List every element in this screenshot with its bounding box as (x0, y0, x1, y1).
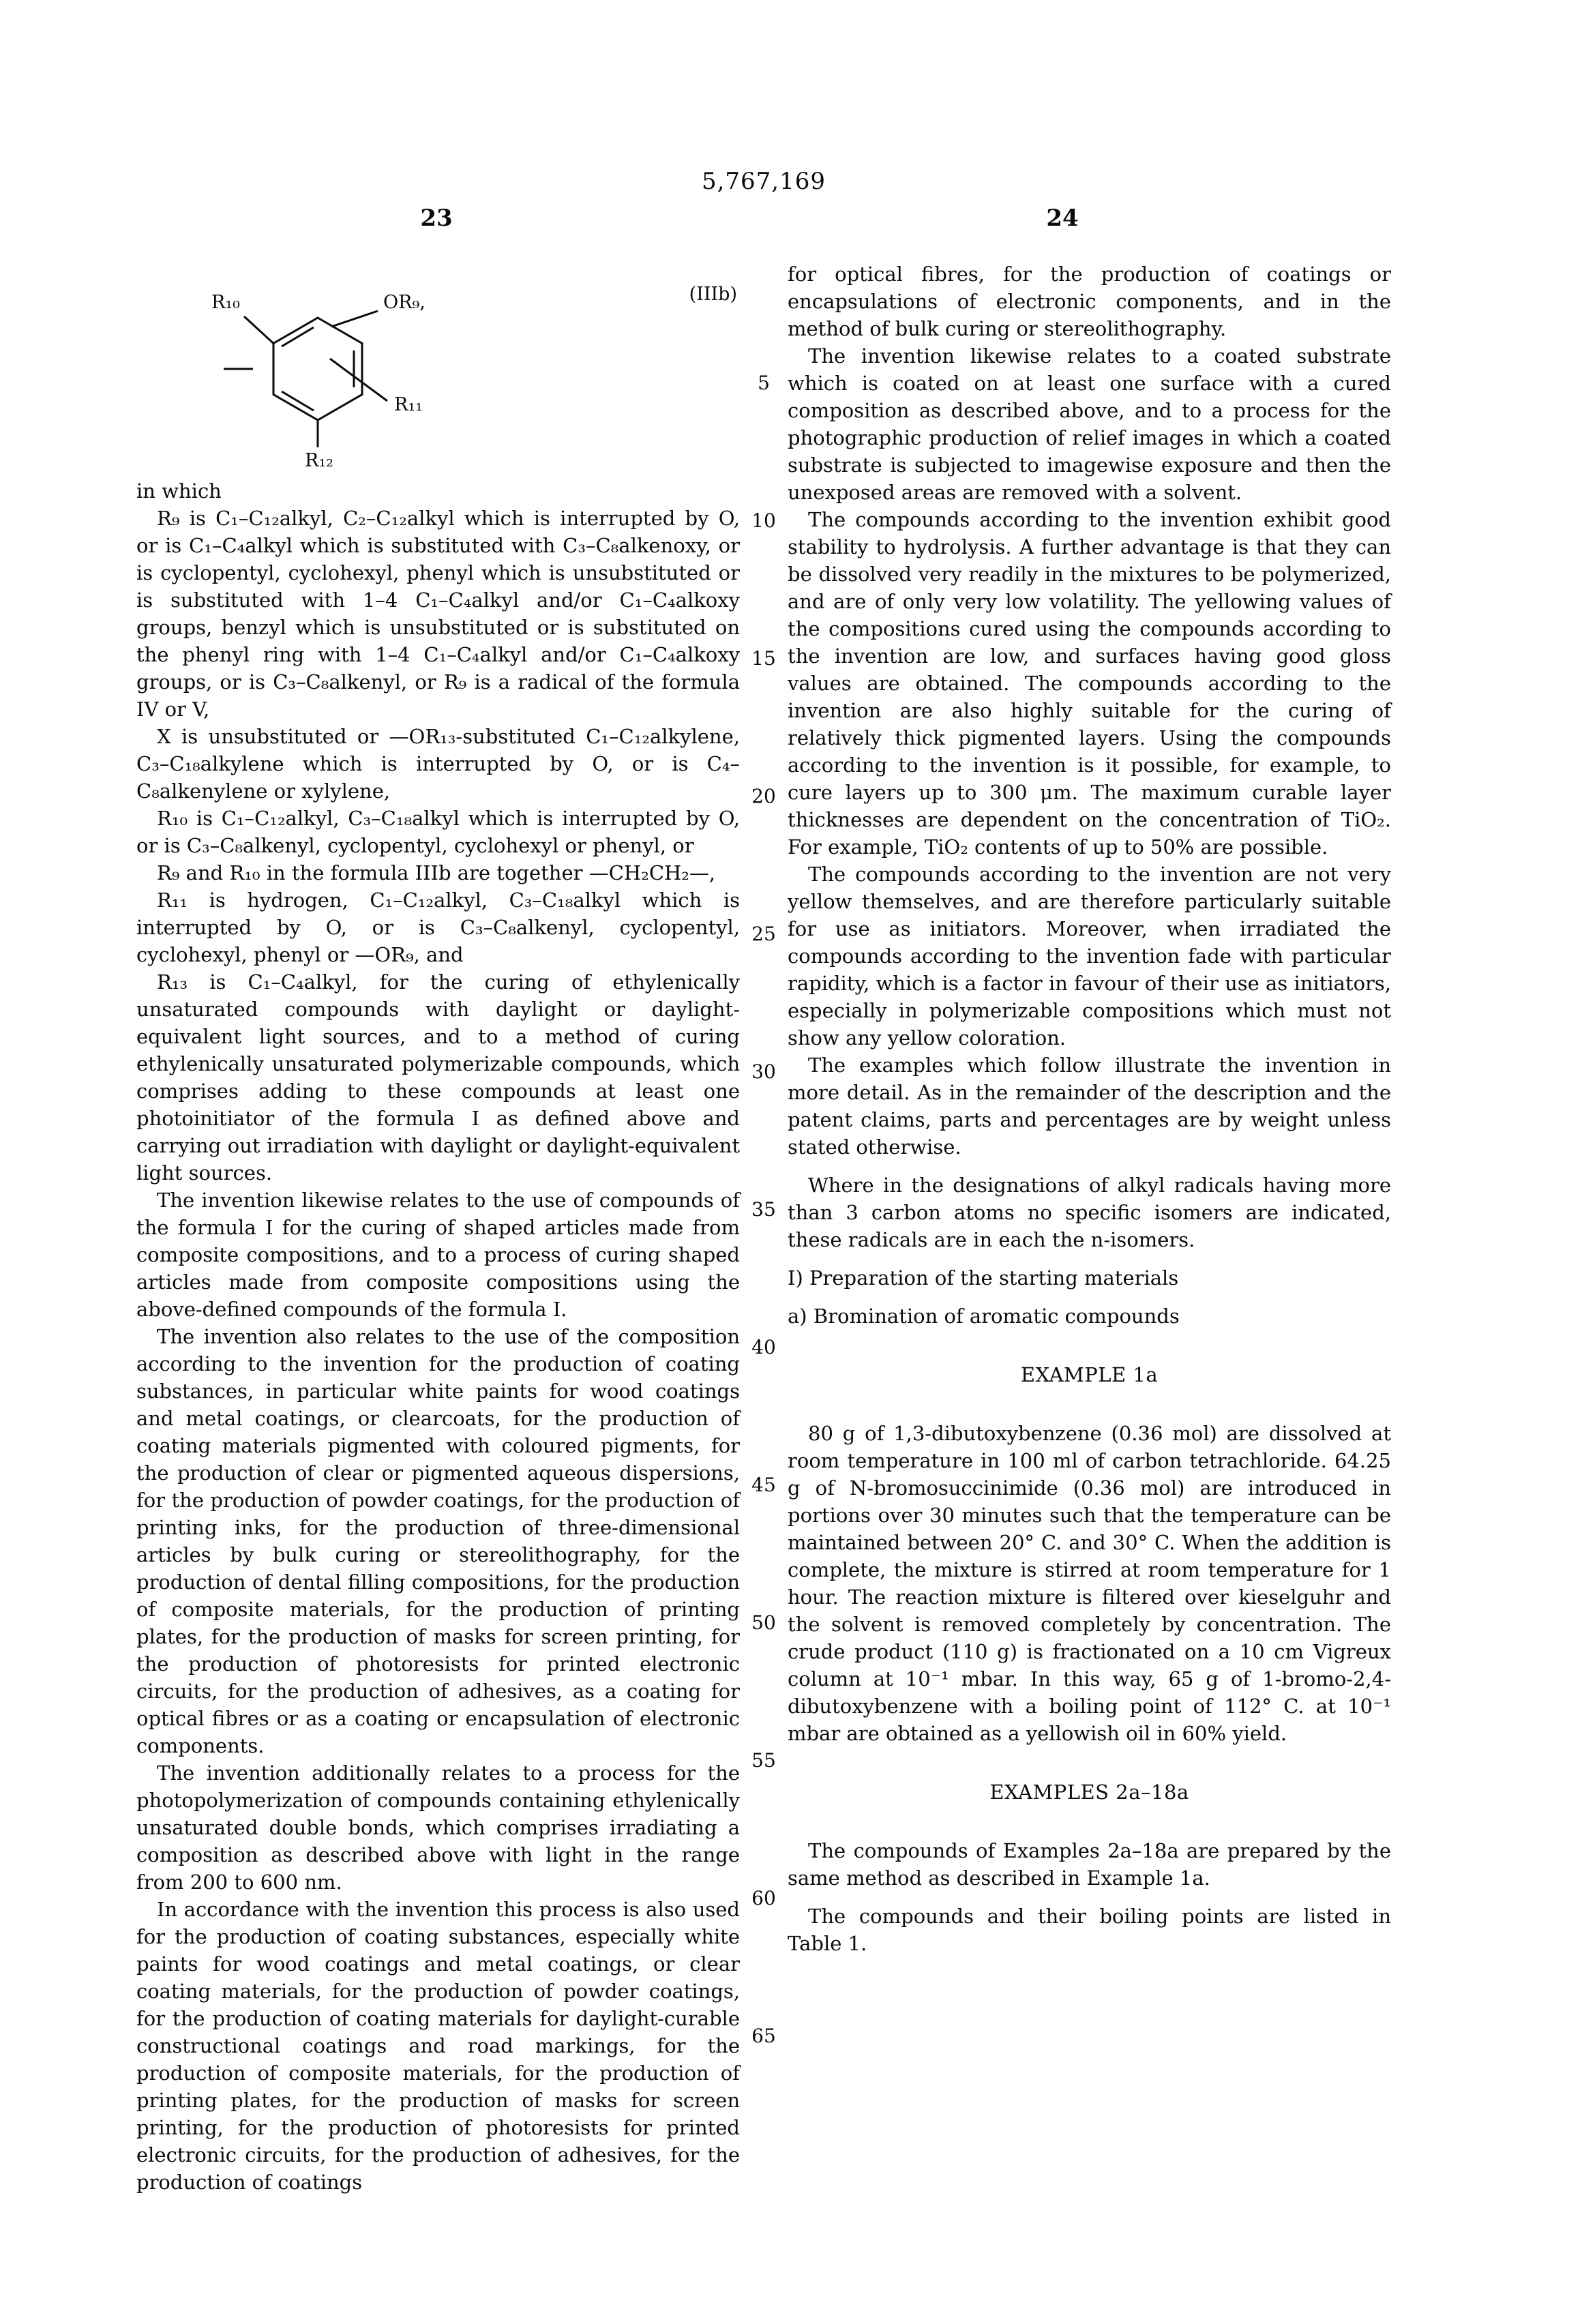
example-heading: EXAMPLES 2a–18a (989, 1781, 1189, 1804)
paragraph: Where in the designations of alkyl radicals having more than 3 carbon atoms no specific isomers are indicated, these radicals are in each the n-isomers. (788, 1174, 1391, 1251)
patent-number: 5,767,169 (701, 168, 826, 195)
paragraph: The invention also relates to the use of the composition according to the invention for the production of coating substances, in particular white paints for wood coatings and metal coatings, or clearcoats, for the production of coating materials pigmented with coloured pigments, for the production of clear or pigmented aqueous dispersions, for the production of powder coatings, for the production of printing inks, for the production of three-dimensional articles by bulk curing or stereolithography, for the production of dental filling compositions, for the production of composite materials, for the production of printing plates, for the production of masks for screen printing, for the production of photoresists for printed electronic circuits, for the production of adhesives, as a coating for optical fibres or as a coating or encapsulation of electronic components. (136, 1325, 740, 1757)
line-number: 35 (751, 1198, 776, 1221)
substituent-or9: OR₉, (383, 292, 426, 313)
line-number: 40 (751, 1336, 776, 1358)
benzene-ring (273, 318, 362, 420)
right-column (788, 260, 1391, 2196)
paragraph: R₉ and R₁₀ in the formula IIIb are together —CH₂CH₂—, (157, 861, 716, 884)
paragraph: in which (136, 479, 222, 503)
section-line: I) Preparation of the starting materials (788, 1266, 1179, 1290)
line-number: 55 (751, 1749, 776, 1772)
paragraph: 80 g of 1,3-dibutoxybenzene (0.36 mol) are dissolved at room temperature in 100 ml of carbon tetrachloride. 64.25 g of N-bromosuccinimide (0.36 mol) are introduced in portions over 30 minutes such that the temperature can be maintained between 20° C. and 30° C. When the addition is complete, the mixture is stirred at room temperature for 1 hour. The reaction mixture is filtered over kieselguhr and the solvent is removed completely by concentration. The crude product (110 g) is fractionated on a 10 cm Vigreux column at 10⁻¹ mbar. In this way, 65 g of 1-bromo-2,4-dibutoxybenzene with a boiling point of 112° C. at 10⁻¹ mbar are obtained as a yellowish oil in 60% yield. (788, 1422, 1391, 1745)
substituent-r11: R₁₁ (394, 394, 423, 415)
line-number: 20 (751, 785, 776, 807)
section-line: a) Bromination of aromatic compounds (788, 1305, 1180, 1328)
bond-or9 (331, 311, 378, 327)
chemical-structure-IIIb (136, 260, 740, 477)
paragraph: for optical fibres, for the production of coatings or encapsulations of electronic components, and in the method of bulk curing or stereolithography. (788, 263, 1391, 340)
paragraph: R₉ is C₁–C₁₂alkyl, C₂–C₁₂alkyl which is interrupted by O, or is C₁–C₄alkyl which is substituted with C₃–C₈alkenoxy, or is cyclopentyl, cyclohexyl, phenyl which is unsubstituted or is substituted with 1–4 C₁–C₄alkyl and/or C₁–C₄alkoxy groups, benzyl which is unsubstituted or is substituted on the phenyl ring with 1–4 C₁–C₄alkyl and/or C₁–C₄alkoxy groups, or is C₃–C₈alkenyl, or R₉ is a radical of the formula IV or V, (136, 507, 740, 721)
line-number: 5 (758, 372, 770, 394)
left-column (136, 260, 740, 2196)
paragraph: R₁₀ is C₁–C₁₂alkyl, C₃–C₁₈alkyl which is interrupted by O, or is C₃–C₈alkenyl, cyclopentyl, cyclohexyl or phenyl, or (136, 807, 740, 857)
formula-label: (IIIb) (689, 284, 737, 305)
line-number: 30 (751, 1060, 776, 1083)
substituent-r10: R₁₀ (211, 292, 240, 313)
line-number: 25 (751, 923, 776, 945)
paragraph: In accordance with the invention this process is also used for the production of coating substances, especially white paints for wood coatings and metal coatings, or clear coating materials, for the production of powder coatings, for the production of coating materials for daylight-curable constructional coatings and road markings, for the production of composite materials, for the production of printing plates, for the production of masks for screen printing, for the production of photoresists for printed electronic circuits, for the production of adhesives, for the production of coatings (136, 1898, 740, 2194)
example-heading: EXAMPLE 1a (1020, 1363, 1159, 1386)
column-number-right: 24 (1046, 205, 1079, 232)
paragraph: The compounds according to the invention are not very yellow themselves, and are therefore particularly suitable for use as initiators. Moreover, when irradiated the compounds according to the invention fade with particular rapidity, which is a factor in favour of their use as initiators, especially in polymerizable compositions which must not show any yellow coloration. (788, 863, 1391, 1049)
paragraph: The invention likewise relates to the use of compounds of the formula I for the curing of shaped articles made from composite compositions, and to a process of curing shaped articles made from composite compositions using the above-defined compounds of the formula I. (136, 1189, 740, 1321)
line-number: 10 (751, 509, 776, 532)
line-number: 45 (751, 1474, 776, 1496)
paragraph: The compounds according to the invention exhibit good stability to hydrolysis. A further advantage is that they can be dissolved very readily in the mixtures to be polymerized, and are of only very low volatility. The yellowing values of the compositions cured using the compounds according to the invention are low, and surfaces having good gloss values are obtained. The compounds according to the invention are also highly suitable for the curing of relatively thick pigmented layers. Using the compounds according to the invention is it possible, for example, to cure layers up to 300 μm. The maximum curable layer thicknesses are dependent on the concentration of TiO₂. For example, TiO₂ contents of up to 50% are possible. (788, 508, 1391, 859)
paragraph: The invention additionally relates to a process for the photopolymerization of compounds containing ethylenically unsaturated double bonds, which comprises irradiating a composition as described above with light in the range from 200 to 600 nm. (136, 1761, 740, 1894)
line-number: 60 (751, 1887, 776, 1909)
benzene-ring-diagram (147, 256, 570, 473)
paragraph: The invention likewise relates to a coated substrate which is coated on at least one surface with a cured composition as described above, and to a process for the photographic production of relief images in which a coated substrate is subjected to imagewise exposure and then the unexposed areas are removed with a solvent. (788, 344, 1391, 504)
paragraph: The compounds and their boiling points are listed in Table 1. (788, 1905, 1391, 1955)
column-number-left: 23 (420, 205, 453, 232)
bond-r11 (330, 359, 387, 401)
line-number: 50 (751, 1611, 776, 1634)
paragraph: R₁₁ is hydrogen, C₁–C₁₂alkyl, C₃–C₁₈alkyl which is interrupted by O, or is C₃–C₈alkenyl, cyclopentyl, cyclohexyl, phenyl or —OR₉, and (136, 889, 740, 966)
paragraph: The examples which follow illustrate the invention in more detail. As in the remainder of the description and the patent claims, parts and percentages are by weight unless stated otherwise. (788, 1054, 1391, 1159)
bond-r10 (244, 316, 273, 344)
two-column-text (136, 260, 1391, 2196)
line-number: 15 (751, 647, 776, 670)
line-number: 65 (751, 2025, 776, 2047)
substituent-r12: R₁₂ (305, 450, 333, 471)
paragraph: The compounds of Examples 2a–18a are prepared by the same method as described in Example 1a. (788, 1839, 1391, 1890)
paragraph: R₁₃ is C₁–C₄alkyl, for the curing of ethylenically unsaturated compounds with daylight or daylight-equivalent light sources, and to a method of curing ethylenically unsaturated polymerizable compounds, which comprises adding to these compounds at least one photoinitiator of the formula I as defined above and carrying out irradiation with daylight or daylight-equivalent light sources. (136, 970, 740, 1185)
paragraph: X is unsubstituted or —OR₁₃-substituted C₁–C₁₂alkylene, C₃–C₁₈alkylene which is interrupted by O, or is C₄–C₈alkenylene or xylylene, (136, 725, 740, 803)
